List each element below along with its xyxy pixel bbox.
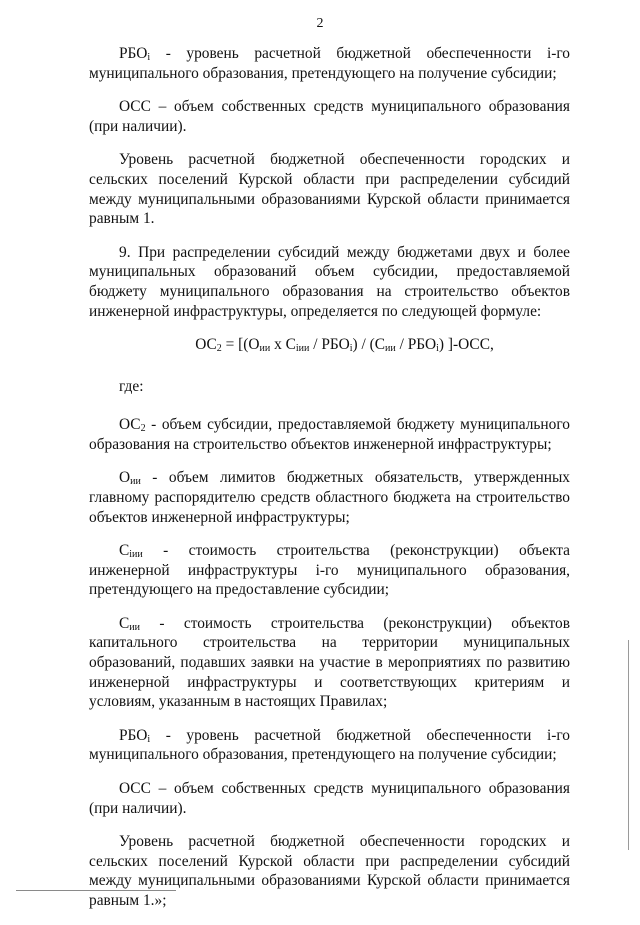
term-rbo-2: $РБО_i$ — [119, 726, 151, 745]
term-ciii: $С_{iии}$ — [119, 542, 143, 561]
scan-edge-line — [628, 640, 629, 850]
definition-cii: $С_{ии}$ - стоимость строительства (реконструкции) объектов капитального строительства на территории муниципальных образований, подавших заявки на участие в мероприятиях по развитию инженерной инфраструктуры и соответствующих критериям и условиям, указанным в настоящих Правилах; — [89, 614, 570, 711]
term-rbo: $РБО_i$ — [119, 45, 151, 63]
paragraph-item-9: 9. При распределении субсидий между бюджетами двух и более муниципальных образований объем субсидии, предоставляемой бюджету муниципального образования на строительство объектов инженерной инфраструктуры, определяется по следующей формуле: — [89, 243, 570, 320]
paragraph-budget-level-closing: Уровень расчетной бюджетной обеспеченности городских и сельских поселений Курской области при распределении субсидий между муниципальными образованиями Курской области принимается равным 1.»; — [89, 833, 570, 909]
definition-os2: $ОС_2$ - объем субсидии, предоставляемой бюджету муниципального образования на строительство объектов инженерной инфраструктуры; — [89, 416, 570, 453]
paragraph-budget-level: Уровень расчетной бюджетной обеспеченности городских и сельских поселений Курской области при распределении субсидий между муниципальными образованиями Курской области принимается равным 1. — [89, 151, 570, 228]
where-label: где: — [119, 378, 144, 396]
document-body — [89, 44, 570, 925]
paragraph-rbo: $РБО_i$ - уровень расчетной бюджетной обеспеченности i-го муниципального образования, претендующего на получение субсидии; — [89, 45, 570, 82]
term-cii: $С_{ии}$ — [119, 614, 140, 633]
term-os2: $ОС_2$ — [119, 416, 146, 435]
subsidy-formula: $ОС_2 = [(О_{ии}$ х $С_{iии} / РБО_i) / (С_{ии} / РБО_i)$ ]-ОСС, — [195, 336, 494, 355]
definition-oii: $О_{ии}$ - объем лимитов бюджетных обязательств, утвержденных главному распорядителю средств областного бюджета на строительство объектов инженерной инфраструктуры; — [89, 469, 570, 526]
page-number: 2 — [316, 16, 324, 31]
definition-rbo: $РБО_i$ - уровень расчетной бюджетной обеспеченности i-го муниципального образования, претендующего на получение субсидии; — [89, 726, 570, 764]
term-oss: ОСС — [119, 98, 151, 116]
paragraph-oss: ОСС – объем собственных средств муниципального образования (при наличии). — [89, 98, 570, 135]
definition-oss: ОСС – объем собственных средств муниципального образования (при наличии). — [89, 780, 570, 817]
definition-ciii: $С_{iии}$ - стоимость строительства (реконструкции) объекта инженерной инфраструктуры i-го муниципального образования, претендующего на предоставление субсидии; — [89, 542, 570, 599]
scan-bottom-line — [16, 890, 176, 891]
term-oii: $О_{ии}$ — [119, 469, 141, 488]
term-oss-2: ОСС — [119, 780, 151, 798]
